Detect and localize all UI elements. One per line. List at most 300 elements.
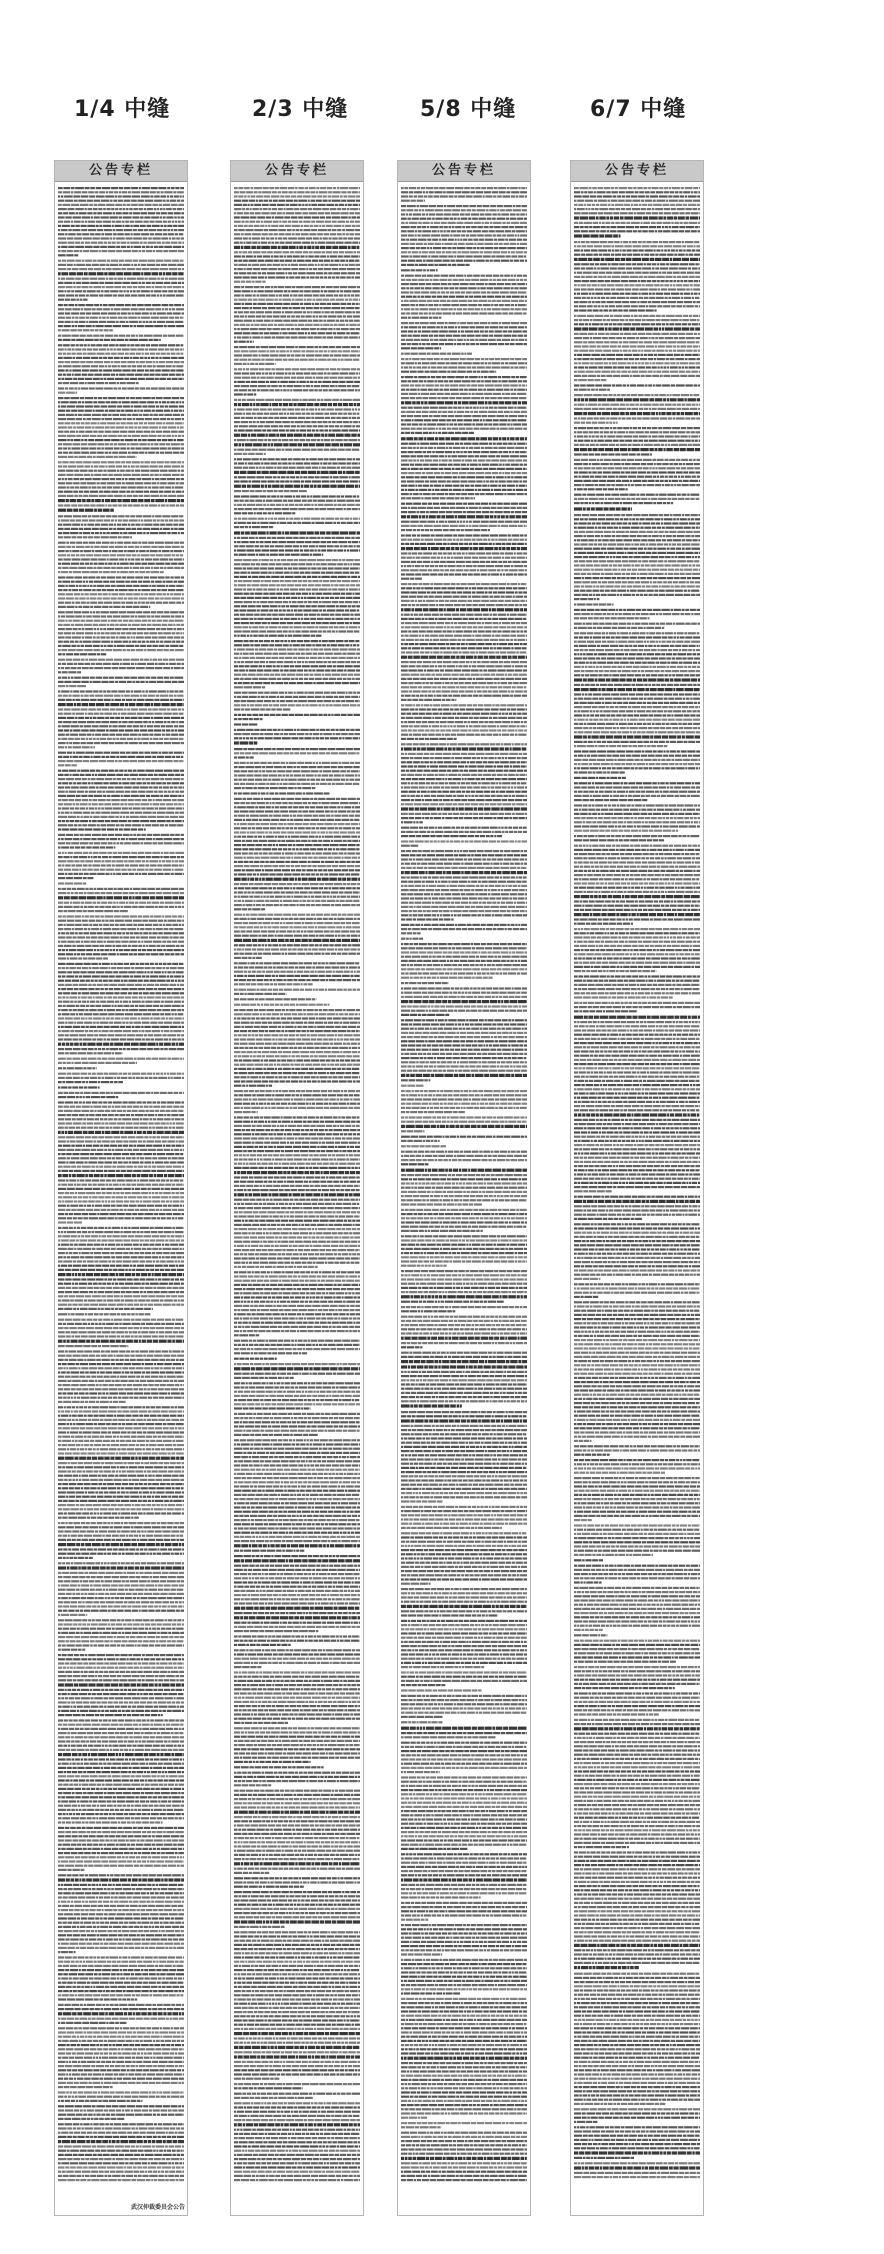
notice-text-line [401, 770, 527, 772]
notice-text-line [234, 733, 360, 735]
notice-text-line [401, 1699, 527, 1701]
notice-text-line [234, 359, 360, 361]
notice-text-line [401, 1415, 527, 1417]
notice-text-line [401, 1566, 527, 1568]
notice-heading-line [234, 403, 360, 406]
notice-text-line [58, 229, 184, 231]
notice-heading-line [574, 1113, 700, 1116]
notice-text-line [401, 476, 527, 478]
notice-text-line [401, 1400, 527, 1402]
notice-text-line [58, 264, 184, 266]
notice-text-line [234, 385, 360, 387]
notice-text-line [58, 807, 184, 809]
notice-text-line [574, 750, 700, 752]
notice-text-line [58, 677, 184, 679]
notice-text-line [574, 741, 700, 743]
notice-text-line [574, 2023, 700, 2025]
notice-text-line [58, 1888, 184, 1890]
notice-text-line [574, 1084, 700, 1086]
notice-text-line [234, 635, 322, 637]
notice-text-line [58, 1452, 184, 1454]
notice-text-line [574, 459, 700, 461]
notice-text-line [234, 417, 360, 419]
notice-text-line [58, 1077, 184, 1079]
notice-text-line [574, 1436, 700, 1438]
notice-text-line [401, 2122, 527, 2124]
notice-text-line [574, 577, 700, 579]
notice-text-line [58, 2123, 184, 2125]
notice-text-line [574, 710, 700, 712]
notice-text-line [234, 324, 360, 326]
notice-text-line [401, 239, 527, 241]
notice-text-line [234, 1344, 360, 1346]
notice-text-line [234, 1841, 360, 1843]
notice-text-line [574, 1343, 700, 1345]
notice-text-line [574, 1368, 700, 1370]
notice-text-line [58, 860, 184, 862]
notice-text-line [58, 1628, 184, 1630]
notice-text-line [58, 1278, 184, 1280]
notice-text-line [574, 1927, 700, 1929]
notice-text-line [234, 857, 360, 859]
notice-text-line [58, 1217, 183, 1219]
notice-text-line [234, 2073, 360, 2075]
notice-text-line [58, 1938, 184, 1940]
notice-text-line [58, 435, 184, 437]
notice-text-line [401, 432, 474, 434]
notice-text-line [58, 524, 184, 526]
notice-text-line [58, 418, 184, 420]
notice-text-line [234, 307, 360, 309]
notice-heading-line [58, 1878, 184, 1881]
notice-text-line [574, 362, 700, 364]
notice-text-line [401, 2144, 527, 2146]
notice-text-line [401, 583, 527, 585]
notice-text-line [234, 1090, 360, 1092]
notice-text-line [234, 1845, 360, 1847]
notice-text-line [234, 567, 360, 569]
notice-text-line [234, 200, 360, 202]
notice-text-line [401, 1716, 443, 1718]
notice-text-line [58, 542, 184, 544]
notice-text-line [401, 1541, 527, 1543]
notice-text-line [58, 2114, 184, 2116]
notice-text-line [58, 495, 184, 497]
notice-text-line [574, 1494, 700, 1496]
notice-text-line [574, 1472, 665, 1474]
notice-text-line [58, 443, 184, 445]
notice-text-line [234, 576, 360, 578]
notice-text-line [58, 713, 184, 715]
notice-text-line [574, 1825, 700, 1827]
notice-text-line [234, 559, 360, 561]
notice-heading-line [58, 1753, 184, 1756]
notice-text-line [401, 1941, 527, 1943]
notice-text-line [574, 1214, 700, 1216]
notice-text-line [234, 1709, 360, 1711]
notice-text-line [58, 1466, 184, 1468]
notice-text-line [401, 1028, 527, 1030]
notice-text-line [58, 1917, 184, 1919]
notice-text-line [574, 1898, 700, 1900]
notice-text-line [401, 850, 527, 852]
notice-text-line [234, 989, 360, 991]
notice-text-line [234, 1998, 360, 2000]
notice-text-line [401, 565, 527, 567]
notice-text-line [58, 329, 114, 331]
notice-text-line [234, 1490, 360, 1492]
notice-text-line [574, 1148, 700, 1150]
notice-text-line [234, 268, 360, 270]
notice-text-line [574, 1127, 700, 1129]
notice-text-line [574, 1648, 700, 1650]
notice-text-line [574, 1864, 700, 1866]
notice-text-line [58, 2171, 184, 2173]
notice-text-line [401, 397, 527, 399]
notice-text-line [574, 1981, 700, 1983]
notice-text-line [234, 1129, 360, 1131]
notice-text-line [401, 1467, 527, 1469]
notice-text-line [574, 1169, 700, 1171]
notice-text-line [574, 706, 700, 708]
notice-text-line [401, 443, 527, 445]
notice-heading-line [574, 895, 700, 898]
notice-text-line [234, 1727, 360, 1729]
notice-text-line [401, 304, 527, 306]
notice-text-line [401, 1892, 527, 1894]
notice-text-line [234, 462, 360, 464]
column-text-body [571, 182, 703, 2198]
notice-text-line [58, 554, 184, 556]
notice-text-line [574, 1101, 700, 1103]
notice-text-line [234, 1448, 360, 1450]
notice-text-line [58, 1086, 100, 1088]
notice-text-line [58, 649, 184, 651]
notice-text-line [234, 381, 360, 383]
notice-text-line [574, 297, 699, 299]
notice-text-line [401, 2023, 527, 2025]
notice-heading-line [574, 2151, 700, 2154]
notice-text-line [401, 1758, 527, 1760]
notice-text-line [234, 1586, 360, 1588]
notice-text-line [58, 339, 161, 341]
notice-text-line [401, 503, 527, 505]
notice-heading-line [574, 507, 632, 510]
notice-text-line [58, 864, 184, 866]
notice-text-line [58, 532, 184, 534]
notice-text-line [574, 305, 700, 307]
notice-text-line [401, 1221, 527, 1223]
notice-text-line [401, 1433, 526, 1435]
notice-text-line [234, 836, 360, 838]
notice-text-line [574, 1779, 700, 1781]
notice-text-line [401, 863, 527, 865]
notice-text-line [234, 1330, 360, 1332]
notice-text-line [401, 1781, 527, 1783]
notice-text-line [401, 300, 527, 302]
notice-text-line [574, 2061, 700, 2063]
notice-text-line [234, 1926, 285, 1928]
notice-text-line [234, 204, 360, 206]
notice-text-line [234, 682, 360, 684]
notice-text-line [58, 1335, 184, 1337]
notice-text-line [58, 1649, 85, 1651]
notice-text-line [58, 2008, 184, 2010]
notice-text-line [58, 294, 184, 296]
notice-text-line [58, 729, 184, 731]
notice-text-line [234, 2007, 360, 2009]
notice-text-line [574, 337, 700, 339]
notice-text-line [401, 1963, 526, 1965]
notice-text-line [574, 1038, 700, 1040]
notice-text-line [234, 1249, 360, 1251]
notice-text-line [574, 1283, 700, 1285]
notice-text-line [401, 1306, 527, 1308]
notice-text-line [234, 810, 360, 812]
notice-text-line [58, 470, 184, 472]
notice-text-line [574, 1998, 700, 2000]
notice-text-line [58, 1295, 184, 1297]
notice-text-line [401, 665, 527, 667]
notice-text-line [234, 1540, 360, 1542]
notice-text-line [401, 1874, 527, 1876]
notice-heading-line [234, 2032, 360, 2035]
notice-text-line [574, 813, 700, 815]
notice-text-line [401, 1278, 527, 1280]
notice-text-line [58, 708, 184, 710]
notice-heading-line [234, 2055, 360, 2058]
notice-text-line [401, 389, 527, 391]
notice-text-line [574, 1377, 700, 1379]
notice-heading-line [234, 485, 360, 488]
notice-text-line [401, 647, 527, 649]
notice-text-line [574, 1754, 700, 1756]
notice-text-line [574, 1737, 700, 1739]
notice-text-line [401, 1094, 527, 1096]
notice-text-line [58, 1998, 137, 2000]
notice-text-line [234, 260, 360, 262]
notice-text-line [574, 1713, 659, 1715]
notice-text-line [401, 992, 527, 994]
notice-text-line [58, 348, 184, 350]
notice-text-line [574, 1136, 700, 1138]
notice-text-line [234, 1740, 360, 1742]
notice-text-line [574, 191, 700, 193]
notice-text-line [58, 1848, 184, 1850]
notice-text-line [401, 618, 526, 620]
notice-text-line [574, 471, 700, 473]
notice-text-line [234, 2078, 279, 2080]
notice-text-line [58, 482, 184, 484]
notice-text-line [574, 1709, 700, 1711]
notice-text-line [234, 2129, 360, 2131]
notice-text-line [58, 1771, 184, 1773]
notice-text-line [401, 187, 527, 189]
notice-text-line [574, 1152, 700, 1154]
notice-text-line [234, 1185, 360, 1187]
notice-text-line [401, 511, 527, 513]
notice-text-line [58, 1892, 184, 1894]
notice-text-line [401, 1032, 527, 1034]
notice-text-line [401, 782, 527, 784]
notice-text-line [574, 932, 700, 934]
notice-text-line [574, 241, 699, 243]
notice-text-line [574, 1683, 700, 1685]
notice-text-line [574, 435, 700, 437]
notice-text-line [574, 1666, 700, 1668]
notice-text-line [58, 1827, 184, 1829]
notice-text-line [234, 1986, 360, 1988]
notice-text-line [234, 2019, 360, 2021]
notice-text-line [234, 389, 360, 391]
notice-text-line [234, 2102, 360, 2104]
notice-text-line [574, 548, 700, 550]
notice-text-line [574, 698, 700, 700]
notice-text-line [401, 1010, 527, 1012]
notice-text-line [58, 1304, 184, 1306]
notice-text-line [58, 2052, 184, 2054]
notice-text-line [574, 878, 699, 880]
notice-text-line [574, 1485, 700, 1487]
notice-text-line [234, 922, 360, 924]
notice-text-line [234, 480, 360, 482]
notice-text-line [58, 1392, 184, 1394]
notice-text-line [401, 451, 527, 453]
notice-text-line [234, 2179, 360, 2181]
notice-text-line [234, 512, 295, 514]
notice-text-line [401, 708, 527, 710]
notice-text-line [58, 1114, 184, 1116]
notice-text-line [58, 1030, 184, 1032]
notice-text-line [234, 1142, 360, 1144]
notice-text-line [234, 896, 360, 898]
notice-text-line [58, 1323, 184, 1325]
notice-text-line [58, 1784, 184, 1786]
notice-text-line [234, 831, 360, 833]
notice-text-line [574, 522, 700, 524]
notice-text-line [58, 1839, 184, 1841]
notice-text-line [574, 2073, 700, 2075]
notice-text-line [58, 1406, 184, 1408]
notice-text-line [58, 1775, 184, 1777]
notice-text-line [58, 1517, 139, 1519]
notice-text-line [574, 1088, 700, 1090]
notice-text-line [58, 1260, 184, 1262]
notice-text-line [574, 887, 700, 889]
notice-text-line [58, 486, 183, 488]
notice-text-line [58, 1640, 184, 1642]
notice-text-line [58, 1022, 184, 1024]
notice-text-line [401, 347, 441, 349]
notice-text-line [234, 840, 360, 842]
notice-text-line [574, 1398, 700, 1400]
notice-text-line [401, 1835, 527, 1837]
notice-text-line [574, 1577, 700, 1579]
notice-text-line [58, 760, 184, 762]
notice-text-line [58, 1188, 184, 1190]
notice-text-line [574, 404, 700, 406]
notice-text-line [58, 1951, 76, 1953]
notice-text-line [58, 237, 184, 239]
notice-text-line [574, 795, 700, 797]
notice-text-line [401, 376, 527, 378]
column-text-body [231, 182, 363, 2198]
notice-text-line [574, 613, 700, 615]
notice-text-line [574, 1173, 700, 1175]
notice-text-line [574, 1914, 700, 1916]
notice-text-line [58, 1319, 184, 1321]
notice-text-line [401, 1857, 526, 1859]
notice-text-line [234, 1973, 360, 1975]
notice-text-line [574, 719, 700, 721]
notice-text-line [58, 782, 184, 784]
column-header: 公告专栏 [571, 161, 703, 182]
notice-heading-line [401, 1605, 527, 1608]
notice-text-line [401, 1371, 527, 1373]
notice-text-line [58, 447, 184, 449]
notice-text-line [58, 1605, 184, 1607]
notice-text-line [234, 1820, 360, 1822]
notice-text-line [574, 609, 700, 611]
notice-text-line [574, 1962, 699, 1964]
notice-text-line [58, 571, 164, 573]
notice-text-line [234, 622, 360, 624]
notice-text-line [58, 1231, 184, 1233]
notice-text-line [58, 1140, 184, 1142]
notice-text-line [574, 2130, 700, 2132]
notice-text-line [574, 745, 667, 747]
notice-text-line [234, 2069, 360, 2071]
notice-text-line [574, 2044, 700, 2046]
notice-text-line [58, 1679, 184, 1681]
notice-heading-line [58, 1566, 184, 1569]
notice-text-line [401, 600, 527, 602]
notice-text-line [58, 1248, 184, 1250]
notice-text-line [58, 585, 184, 587]
notice-text-line [574, 543, 700, 545]
notice-heading-line [401, 1295, 527, 1298]
notice-text-line [234, 1766, 324, 1768]
notice-text-line [234, 290, 360, 292]
notice-text-line [234, 718, 263, 720]
notice-text-line [401, 1316, 527, 1318]
notice-text-line [234, 393, 256, 395]
notice-text-line [58, 1632, 184, 1634]
notice-text-line [58, 2078, 184, 2080]
notice-text-line [401, 1328, 527, 1330]
notice-text-line [574, 1640, 700, 1642]
notice-text-line [58, 1706, 184, 1708]
notice-text-line [401, 713, 527, 715]
notice-text-line [234, 2133, 360, 2135]
notice-heading-line [401, 608, 527, 611]
notice-text-line [58, 1667, 184, 1669]
notice-text-line [234, 887, 360, 889]
notice-text-line [58, 312, 184, 314]
notice-text-line [574, 1885, 700, 1887]
notice-text-line [234, 1245, 360, 1247]
notice-text-line [58, 546, 184, 548]
notice-text-line [58, 576, 184, 578]
notice-text-line [58, 216, 184, 218]
notice-text-line [574, 1599, 700, 1601]
notice-text-line [58, 344, 184, 346]
notice-text-line [401, 1707, 527, 1709]
notice-text-line [234, 644, 359, 646]
notice-text-line [234, 476, 360, 478]
notice-text-line [401, 1721, 443, 1723]
notice-text-line [234, 1154, 360, 1156]
